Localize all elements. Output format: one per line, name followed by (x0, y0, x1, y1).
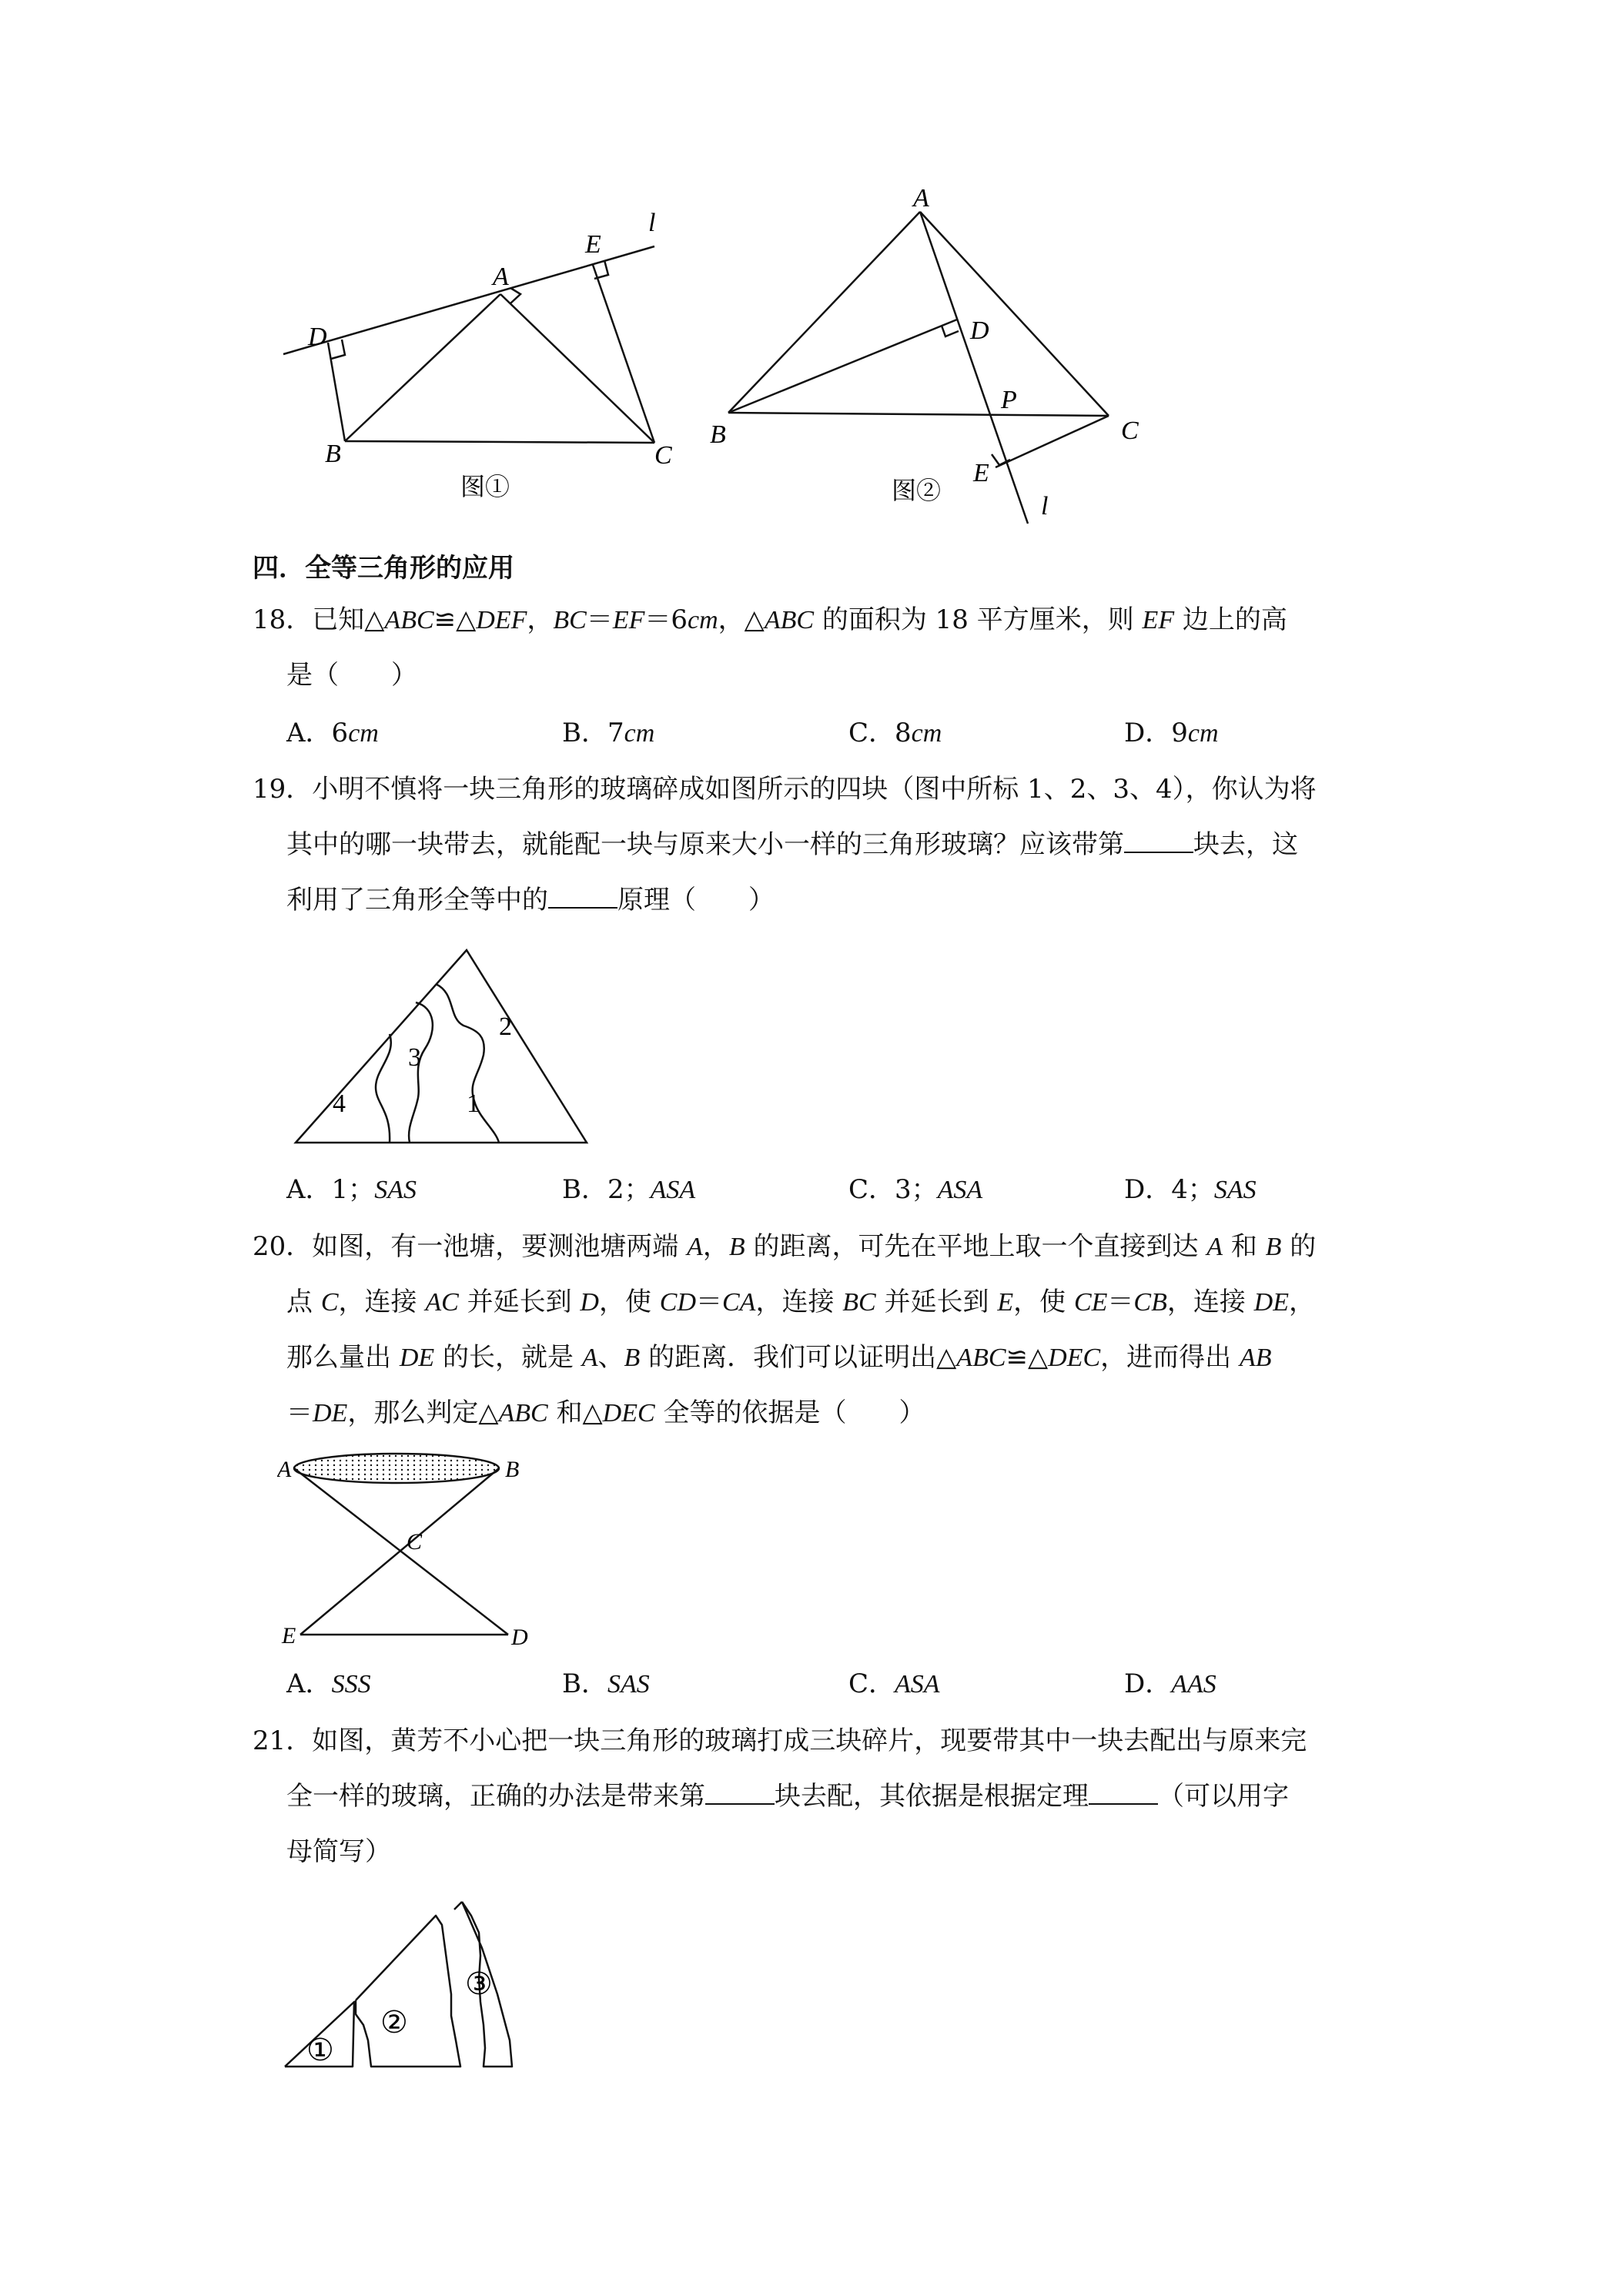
label-A: A (913, 185, 929, 213)
q18-option-a[interactable]: A．6cm (286, 718, 379, 748)
label-C: C (407, 1529, 423, 1555)
piece-label-1: ① (306, 2033, 334, 2067)
figure-2 (693, 185, 1170, 531)
label-C: C (654, 441, 672, 470)
caption: 图① (460, 473, 510, 500)
q21-line3: 母简写） (286, 1836, 391, 1867)
label-D: D (308, 323, 327, 351)
q20-option-d[interactable]: D．AAS (1124, 1668, 1216, 1699)
q20-line1: 20．如图，有一池塘，要测池塘两端 A，B 的距离，可先在平地上取一个直接到达 A 和 B 的 (253, 1231, 1317, 1262)
q20-line3: 那么量出 DE 的长，就是 A、B 的距离．我们可以证明出△ABC≌△DEC，进而得出 AB (286, 1342, 1272, 1373)
q20-figure (277, 1440, 539, 1655)
q18-option-d[interactable]: D．9cm (1124, 718, 1219, 748)
q20-option-c[interactable]: C．ASA (848, 1668, 940, 1699)
label-E: E (585, 230, 601, 259)
q19-line3: 利用了三角形全等中的 原理（ ） (286, 881, 775, 919)
caption: 图② (892, 477, 942, 504)
q19-line2: 其中的哪一块带去，就能配一块与原来大小一样的三角形玻璃？应该带第 块去，这 (286, 825, 1298, 864)
label-C: C (1121, 417, 1139, 445)
label-E: E (282, 1623, 296, 1648)
q18-option-b[interactable]: B．7cm (562, 718, 655, 748)
q19-option-d[interactable]: D．4；SAS (1124, 1174, 1257, 1205)
q20-option-b[interactable]: B．SAS (562, 1668, 650, 1699)
q19-line1: 19．小明不慎将一块三角形的玻璃碎成如图所示的四块（图中所标 1、2、3、4），你认为将 (253, 774, 1317, 805)
q19-option-b[interactable]: B．2；ASA (562, 1174, 696, 1205)
q21-figure (277, 1879, 524, 2079)
q21-line2: 全一样的玻璃，正确的办法是带来第 块去配，其依据是根据定理 （可以用字 (286, 1777, 1289, 1816)
q20-line2: 点 C，连接 AC 并延长到 D，使 CD＝CA，连接 BC 并延长到 E，使 CE＝CB，连接 DE， (286, 1287, 1315, 1317)
label-B: B (710, 420, 726, 449)
piece-label-3: 3 (408, 1043, 421, 1072)
label-E: E (973, 459, 989, 487)
piece-label-2: ② (380, 2005, 408, 2040)
q19-blank-2[interactable] (548, 881, 617, 909)
piece-label-1: 1 (467, 1089, 480, 1118)
q21-blank-2[interactable] (1089, 1777, 1158, 1805)
q18-option-c[interactable]: C．8cm (848, 718, 942, 748)
q19-figure (285, 939, 593, 1155)
q20-option-a[interactable]: A．SSS (286, 1668, 371, 1699)
line-l (283, 246, 654, 354)
q18-line1: 18．已知△ABC≌△DEF，BC＝EF＝6cm，△ABC 的面积为 18 平方厘米，则 EF 边上的高 (253, 604, 1287, 635)
label-B: B (505, 1457, 520, 1482)
piece-label-2: 2 (499, 1012, 512, 1041)
section-title: 四．全等三角形的应用 (253, 553, 514, 584)
q19-option-a[interactable]: A．1；SAS (286, 1174, 417, 1205)
label-P: P (1001, 386, 1017, 414)
label-l: l (1041, 492, 1049, 520)
q18-line2: 是（ ） (286, 660, 417, 691)
label-B: B (325, 440, 341, 468)
q19-option-c[interactable]: C．3；ASA (848, 1174, 983, 1205)
piece-label-3: ③ (465, 1966, 493, 2001)
piece-label-4: 4 (333, 1089, 346, 1118)
q20-line4: ＝DE，那么判定△ABC 和△DEC 全等的依据是（ ） (286, 1397, 925, 1428)
q19-blank-1[interactable] (1124, 825, 1193, 853)
pond (294, 1454, 499, 1483)
q21-line1: 21．如图，黄芳不小心把一块三角形的玻璃打成三块碎片，现要带其中一块去配出与原来完 (253, 1725, 1307, 1756)
label-l: l (648, 209, 656, 237)
q21-blank-1[interactable] (705, 1777, 775, 1805)
label-A: A (277, 1457, 292, 1482)
label-D: D (970, 316, 989, 345)
figure-1 (277, 200, 678, 508)
label-D: D (511, 1625, 528, 1650)
label-A: A (493, 263, 509, 291)
